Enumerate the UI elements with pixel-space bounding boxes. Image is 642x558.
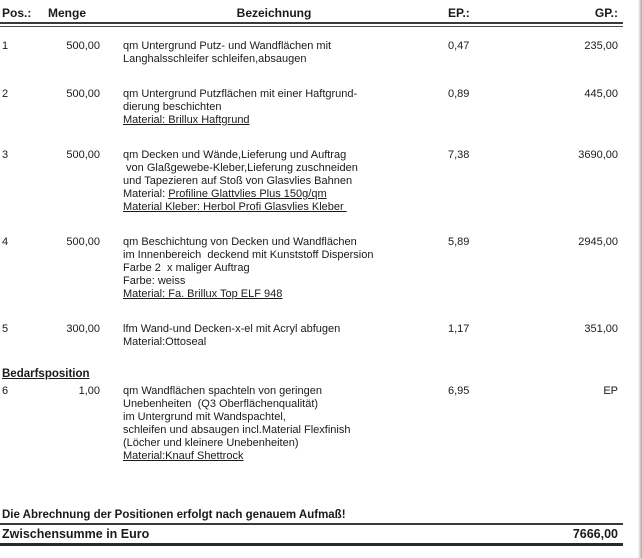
table-row bbox=[0, 88, 623, 127]
table-row bbox=[0, 323, 623, 349]
cell-gp: 2945,00 bbox=[578, 236, 618, 248]
cell-desc bbox=[100, 149, 448, 214]
cell-desc bbox=[100, 40, 448, 66]
scan-edge-artifact bbox=[638, 0, 642, 558]
material-note-text: Profiline Glattvlies Plus 150g/qm bbox=[168, 188, 327, 200]
description-line bbox=[123, 162, 448, 175]
table-row bbox=[0, 236, 623, 301]
cell-ep: 0,47 bbox=[448, 40, 470, 52]
material-note-text: Material: Fa. Brillux Top ELF 948 bbox=[123, 288, 283, 300]
cell-menge: 500,00 bbox=[66, 40, 100, 52]
column-header-pos: Pos.: bbox=[2, 6, 32, 20]
description-line bbox=[123, 424, 448, 437]
cell-pos: 6 bbox=[2, 385, 9, 397]
description-line bbox=[123, 149, 448, 162]
description-text: qm Decken und Wände,Lieferung und Auftrag bbox=[123, 149, 347, 161]
description-text: qm Beschichtung von Decken und Wandflächen bbox=[123, 236, 357, 248]
cell-gp: 235,00 bbox=[584, 40, 618, 52]
description-line bbox=[123, 398, 448, 411]
column-header-ep: EP.: bbox=[448, 6, 470, 20]
footer bbox=[0, 508, 623, 546]
billing-note: Die Abrechnung der Positionen erfolgt nach genauem Aufmaß! bbox=[0, 508, 623, 525]
description-text: dierung beschichten bbox=[123, 101, 222, 113]
cell-menge: 500,00 bbox=[66, 88, 100, 100]
description-line bbox=[123, 288, 448, 301]
column-header-gp: GP.: bbox=[594, 6, 618, 20]
cell-pos: 4 bbox=[2, 236, 9, 248]
description-text: im Untergrund mit Wandspachtel, bbox=[123, 411, 286, 423]
description-line bbox=[123, 262, 448, 275]
description-line bbox=[123, 336, 448, 349]
table-row bbox=[0, 40, 623, 66]
subtotal-value: 7666,00 bbox=[572, 527, 618, 541]
description-line bbox=[123, 114, 448, 127]
description-text: schleifen und absaugen incl.Material Flexfinish bbox=[123, 424, 351, 436]
description-line bbox=[123, 175, 448, 188]
cell-menge: 1,00 bbox=[78, 385, 100, 397]
description-line bbox=[123, 411, 448, 424]
description-line bbox=[123, 188, 448, 201]
description-text: Material: bbox=[123, 188, 169, 200]
subtotal-row bbox=[0, 525, 623, 546]
description-line bbox=[123, 53, 448, 66]
description-line bbox=[123, 450, 448, 463]
cell-desc bbox=[100, 88, 448, 127]
column-header-menge: Menge bbox=[48, 6, 87, 20]
cell-desc bbox=[100, 236, 448, 301]
description-line bbox=[123, 275, 448, 288]
description-text: Material:Ottoseal bbox=[123, 336, 207, 348]
description-line bbox=[123, 40, 448, 53]
table-header-row bbox=[0, 4, 623, 22]
description-text: und Tapezieren auf Stoß von Glasvlies Bahnen bbox=[123, 175, 353, 187]
cell-pos: 1 bbox=[2, 40, 9, 52]
material-note-text: Material:Knauf Shettrock bbox=[123, 450, 244, 462]
description-line bbox=[123, 88, 448, 101]
description-text: Unebenheiten (Q3 Oberflächenqualität) bbox=[123, 398, 319, 410]
description-line bbox=[123, 249, 448, 262]
cell-gp: 3690,00 bbox=[578, 149, 618, 161]
description-text: qm Untergrund Putz- und Wandflächen mit bbox=[123, 40, 332, 52]
description-text: lfm Wand-und Decken-x-el mit Acryl abfugen bbox=[123, 323, 341, 335]
description-text: Langhalsschleifer schleifen,absaugen bbox=[123, 53, 307, 65]
description-line bbox=[123, 101, 448, 114]
description-text: (Löcher und kleinere Unebenheiten) bbox=[123, 437, 299, 449]
description-text: Farbe 2 x maliger Auftrag bbox=[123, 262, 250, 274]
cell-gp: 351,00 bbox=[584, 323, 618, 335]
cell-ep: 0,89 bbox=[448, 88, 470, 100]
description-text: im Innenbereich deckend mit Kunststoff Dispersion bbox=[123, 249, 374, 261]
column-header-bezeichnung: Bezeichnung bbox=[236, 6, 312, 20]
table-body bbox=[0, 40, 623, 463]
cell-pos: 5 bbox=[2, 323, 9, 335]
description-text: qm Untergrund Putzflächen mit einer Haftgrund- bbox=[123, 88, 358, 100]
description-line bbox=[123, 385, 448, 398]
subtotal-label: Zwischensumme in Euro bbox=[2, 527, 150, 541]
cell-menge: 500,00 bbox=[66, 236, 100, 248]
cell-menge: 500,00 bbox=[66, 149, 100, 161]
cell-ep: 5,89 bbox=[448, 236, 470, 248]
table-row bbox=[0, 149, 623, 214]
cell-gp: EP bbox=[603, 385, 618, 397]
cell-ep: 7,38 bbox=[448, 149, 470, 161]
description-line bbox=[123, 201, 448, 214]
cell-desc bbox=[100, 385, 448, 463]
description-line bbox=[123, 236, 448, 249]
cell-menge: 300,00 bbox=[66, 323, 100, 335]
description-text: von Glaßgewebe-Kleber,Lieferung zuschneiden bbox=[123, 162, 358, 174]
cell-gp: 445,00 bbox=[584, 88, 618, 100]
description-text: Farbe: weiss bbox=[123, 275, 186, 287]
cell-ep: 6,95 bbox=[448, 385, 470, 397]
table-row bbox=[0, 385, 623, 463]
description-line bbox=[123, 437, 448, 450]
description-text: qm Wandflächen spachteln von geringen bbox=[123, 385, 322, 397]
cell-desc bbox=[100, 323, 448, 349]
cell-pos: 3 bbox=[2, 149, 9, 161]
cell-pos: 2 bbox=[2, 88, 9, 100]
cell-ep: 1,17 bbox=[448, 323, 470, 335]
material-note-text: Material: Brillux Haftgrund bbox=[123, 114, 250, 126]
description-line bbox=[123, 323, 448, 336]
header-double-rule bbox=[0, 22, 623, 27]
section-heading: Bedarfsposition bbox=[2, 368, 90, 380]
material-note-text: Material Kleber: Herbol Profi Glasvlies Kleber bbox=[123, 201, 347, 213]
